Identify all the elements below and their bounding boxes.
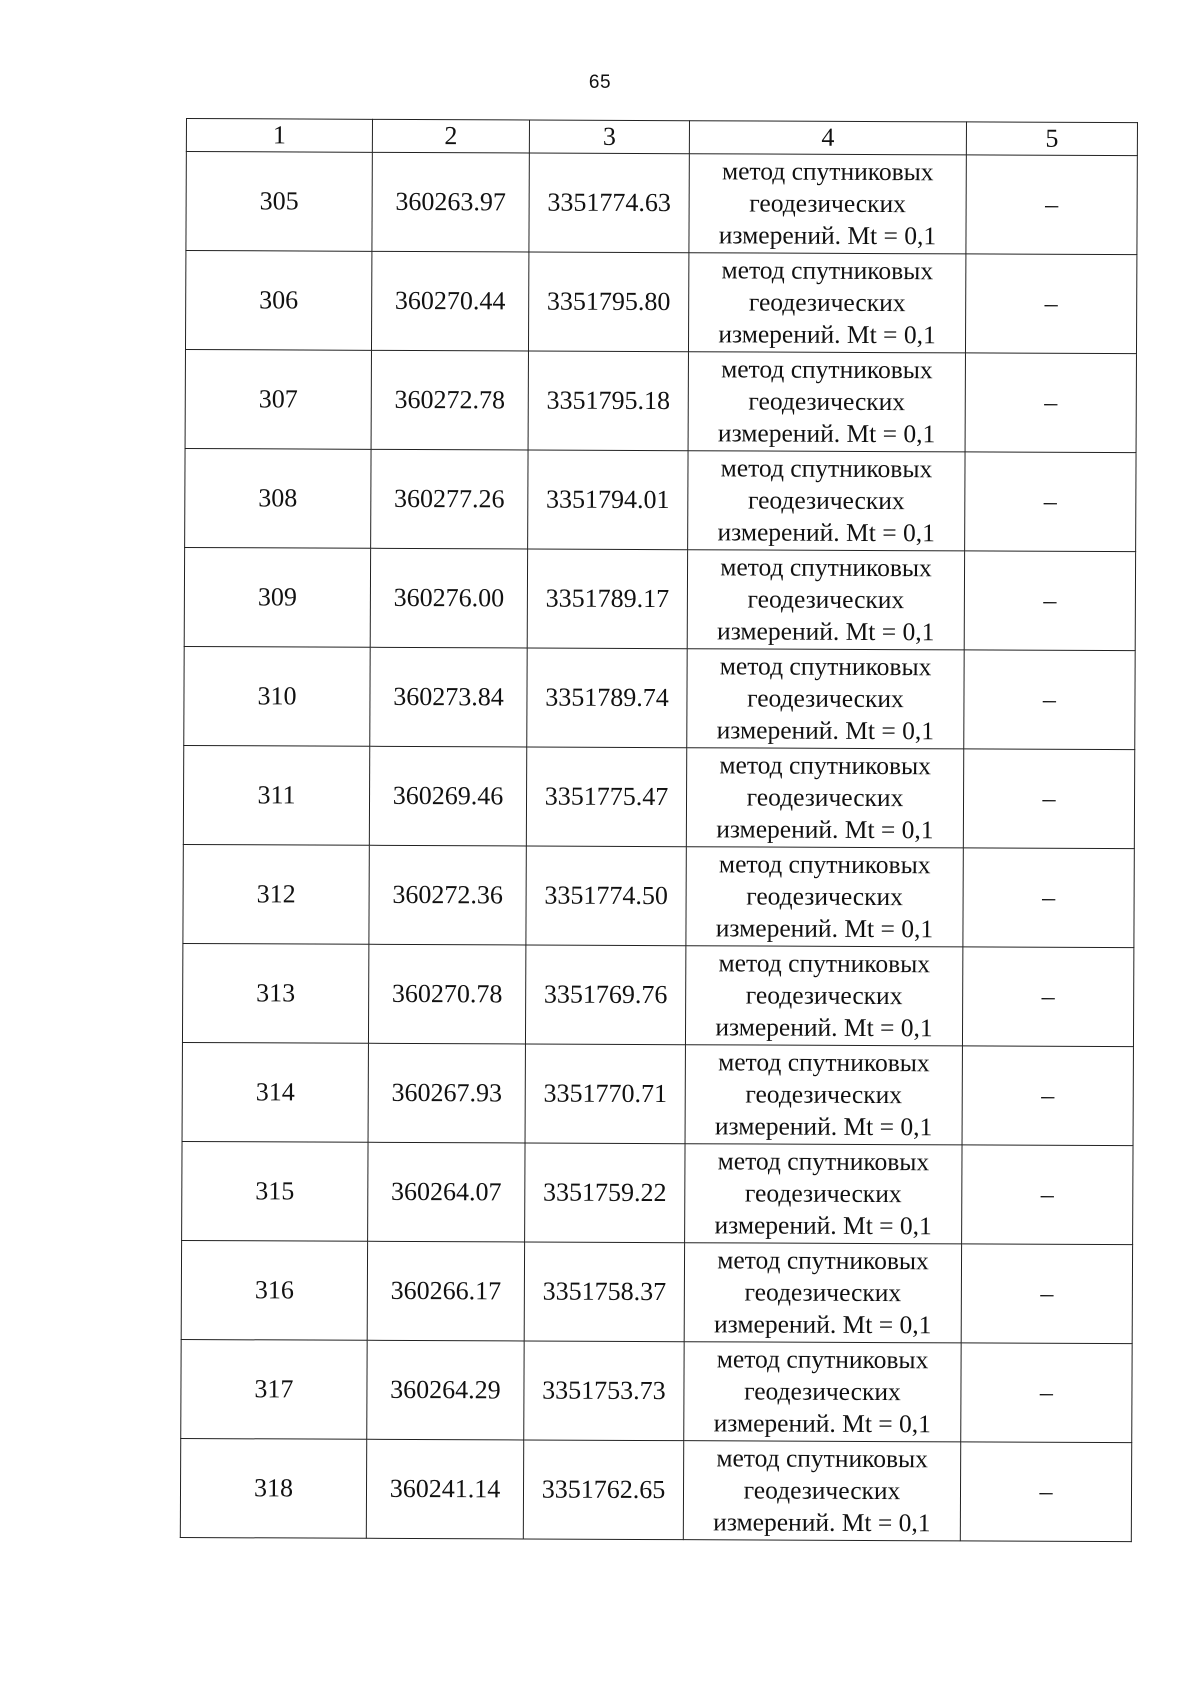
cell-point-number: 312 <box>183 844 369 944</box>
cell-x-coordinate: 360241.14 <box>366 1439 523 1539</box>
cell-y-coordinate: 3351794.01 <box>528 450 688 550</box>
cell-method <box>685 946 962 1046</box>
method-line-1: метод спутниковых <box>721 156 934 187</box>
cell-point-number: 315 <box>182 1141 368 1241</box>
cell-point-number: 307 <box>185 349 371 449</box>
cell-note: – <box>961 1244 1132 1344</box>
cell-y-coordinate: 3351789.74 <box>527 648 687 748</box>
cell-x-coordinate: 360273.84 <box>370 647 527 747</box>
table-row <box>186 152 1137 255</box>
method-line-1: метод спутниковых <box>720 453 933 484</box>
method-line-1: метод спутниковых <box>718 849 931 880</box>
method-line-2: геодезических <box>746 881 904 912</box>
header-col-5: 5 <box>966 122 1137 156</box>
cell-method <box>685 1045 962 1145</box>
method-line-3: измерений. Mt = 0,1 <box>716 715 935 746</box>
header-col-2: 2 <box>372 119 529 153</box>
table-row <box>182 943 1133 1046</box>
method-line-1: метод спутниковых <box>718 948 931 979</box>
method-line-2: геодезических <box>748 386 906 417</box>
method-line-1: метод спутниковых <box>718 1047 930 1078</box>
cell-x-coordinate: 360263.97 <box>372 152 529 252</box>
header-col-1: 1 <box>186 119 372 153</box>
method-line-3: измерений. Mt = 0,1 <box>713 1408 932 1439</box>
table-row <box>185 448 1136 551</box>
cell-point-number: 316 <box>181 1240 367 1340</box>
cell-x-coordinate: 360266.17 <box>367 1241 524 1341</box>
page-number: 65 <box>588 72 612 93</box>
method-line-1: метод спутниковых <box>716 1344 929 1375</box>
cell-point-number: 310 <box>184 646 370 746</box>
cell-y-coordinate: 3351769.76 <box>525 945 685 1045</box>
cell-note: – <box>965 452 1136 552</box>
cell-x-coordinate: 360277.26 <box>371 449 528 549</box>
cell-method <box>683 1441 960 1541</box>
cell-point-number: 308 <box>185 448 371 548</box>
cell-method <box>687 649 964 749</box>
table-body <box>180 152 1137 1542</box>
cell-x-coordinate: 360272.36 <box>369 845 526 945</box>
cell-method <box>688 352 965 452</box>
method-line-3: измерений. Mt = 0,1 <box>717 418 936 449</box>
method-line-2: геодезических <box>744 1277 902 1308</box>
cell-y-coordinate: 3351759.22 <box>525 1143 685 1243</box>
cell-point-number: 311 <box>183 745 369 845</box>
table-row <box>181 1240 1132 1343</box>
cell-method <box>685 1144 962 1244</box>
cell-note: – <box>963 848 1134 948</box>
method-line-3: измерений. Mt = 0,1 <box>713 1507 931 1538</box>
cell-method <box>684 1243 961 1343</box>
method-line-3: измерений. Mt = 0,1 <box>718 319 936 350</box>
cell-y-coordinate: 3351774.50 <box>526 846 686 946</box>
cell-point-number: 306 <box>185 251 371 351</box>
table-row <box>183 844 1134 947</box>
cell-point-number: 309 <box>184 547 370 647</box>
method-line-2: геодезических <box>743 1475 901 1506</box>
cell-point-number: 318 <box>180 1438 366 1538</box>
cell-note: – <box>962 947 1133 1047</box>
method-line-2: геодезических <box>748 287 906 318</box>
method-line-3: измерений. Mt = 0,1 <box>717 517 935 548</box>
cell-note: – <box>961 1343 1132 1443</box>
cell-method <box>688 253 965 353</box>
cell-note: – <box>960 1442 1131 1542</box>
cell-note: – <box>964 551 1135 651</box>
cell-method <box>689 154 966 254</box>
cell-point-number: 317 <box>181 1339 367 1439</box>
cell-note: – <box>966 155 1137 255</box>
method-line-2: геодезических <box>747 485 905 516</box>
table-row <box>182 1141 1133 1244</box>
table-row <box>180 1438 1131 1541</box>
method-line-2: геодезических <box>745 1079 903 1110</box>
cell-y-coordinate: 3351762.65 <box>523 1440 683 1540</box>
method-line-2: геодезических <box>747 584 905 615</box>
method-line-3: измерений. Mt = 0,1 <box>714 1111 933 1142</box>
cell-x-coordinate: 360272.78 <box>371 350 528 450</box>
table-row <box>181 1339 1132 1442</box>
method-line-3: измерений. Mt = 0,1 <box>715 913 934 944</box>
method-line-3: измерений. Mt = 0,1 <box>718 220 937 251</box>
table-row <box>185 251 1136 354</box>
cell-y-coordinate: 3351795.18 <box>528 351 688 451</box>
cell-x-coordinate: 360264.29 <box>367 1340 524 1440</box>
method-line-1: метод спутниковых <box>721 354 933 385</box>
method-line-2: геодезических <box>745 980 903 1011</box>
table-header <box>186 119 1137 156</box>
header-row <box>186 119 1137 156</box>
cell-x-coordinate: 360270.44 <box>371 251 528 351</box>
header-col-4: 4 <box>689 121 966 155</box>
table-row <box>184 646 1135 749</box>
cell-note: – <box>965 254 1136 354</box>
table-row <box>184 547 1135 650</box>
cell-x-coordinate: 360267.93 <box>368 1043 525 1143</box>
method-line-2: геодезических <box>744 1376 901 1407</box>
cell-point-number: 313 <box>182 943 368 1043</box>
table-row <box>185 349 1136 452</box>
method-line-3: измерений. Mt = 0,1 <box>717 616 935 647</box>
method-line-2: геодезических <box>744 1178 902 1209</box>
cell-method <box>688 451 965 551</box>
table-row <box>182 1042 1133 1145</box>
cell-note: – <box>965 353 1136 453</box>
cell-y-coordinate: 3351795.80 <box>528 252 688 352</box>
method-line-1: метод спутниковых <box>716 1443 928 1474</box>
method-line-3: измерений. Mt = 0,1 <box>716 814 934 845</box>
cell-method <box>686 847 963 947</box>
method-line-1: метод спутниковых <box>721 255 934 286</box>
cell-y-coordinate: 3351770.71 <box>525 1044 685 1144</box>
table-row <box>183 745 1134 848</box>
method-line-1: метод спутниковых <box>720 552 932 583</box>
cell-y-coordinate: 3351789.17 <box>527 549 687 649</box>
cell-note: – <box>964 650 1135 750</box>
cell-note: – <box>962 1145 1133 1245</box>
method-line-3: измерений. Mt = 0,1 <box>714 1210 932 1241</box>
cell-x-coordinate: 360270.78 <box>368 944 525 1044</box>
header-col-3: 3 <box>529 120 689 154</box>
method-line-2: геодезических <box>747 683 904 714</box>
cell-y-coordinate: 3351775.47 <box>526 747 686 847</box>
method-line-1: метод спутниковых <box>719 750 932 781</box>
cell-x-coordinate: 360276.00 <box>370 548 527 648</box>
cell-x-coordinate: 360264.07 <box>368 1142 525 1242</box>
method-line-1: метод спутниковых <box>719 651 932 682</box>
method-line-2: геодезических <box>749 188 907 219</box>
cell-method <box>684 1342 961 1442</box>
cell-point-number: 314 <box>182 1042 368 1142</box>
method-line-2: геодезических <box>746 782 904 813</box>
cell-method <box>686 748 963 848</box>
cell-y-coordinate: 3351774.63 <box>529 153 689 253</box>
method-line-3: измерений. Mt = 0,1 <box>715 1012 933 1043</box>
method-line-3: измерений. Mt = 0,1 <box>714 1309 932 1340</box>
cell-method <box>687 550 964 650</box>
cell-y-coordinate: 3351753.73 <box>524 1341 684 1441</box>
coordinates-table <box>180 118 1138 1542</box>
cell-note: – <box>962 1046 1133 1146</box>
cell-point-number: 305 <box>186 152 372 252</box>
cell-y-coordinate: 3351758.37 <box>524 1242 684 1342</box>
method-line-1: метод спутниковых <box>717 1146 930 1177</box>
cell-x-coordinate: 360269.46 <box>369 746 526 846</box>
method-line-1: метод спутниковых <box>717 1245 929 1276</box>
cell-note: – <box>963 749 1134 849</box>
